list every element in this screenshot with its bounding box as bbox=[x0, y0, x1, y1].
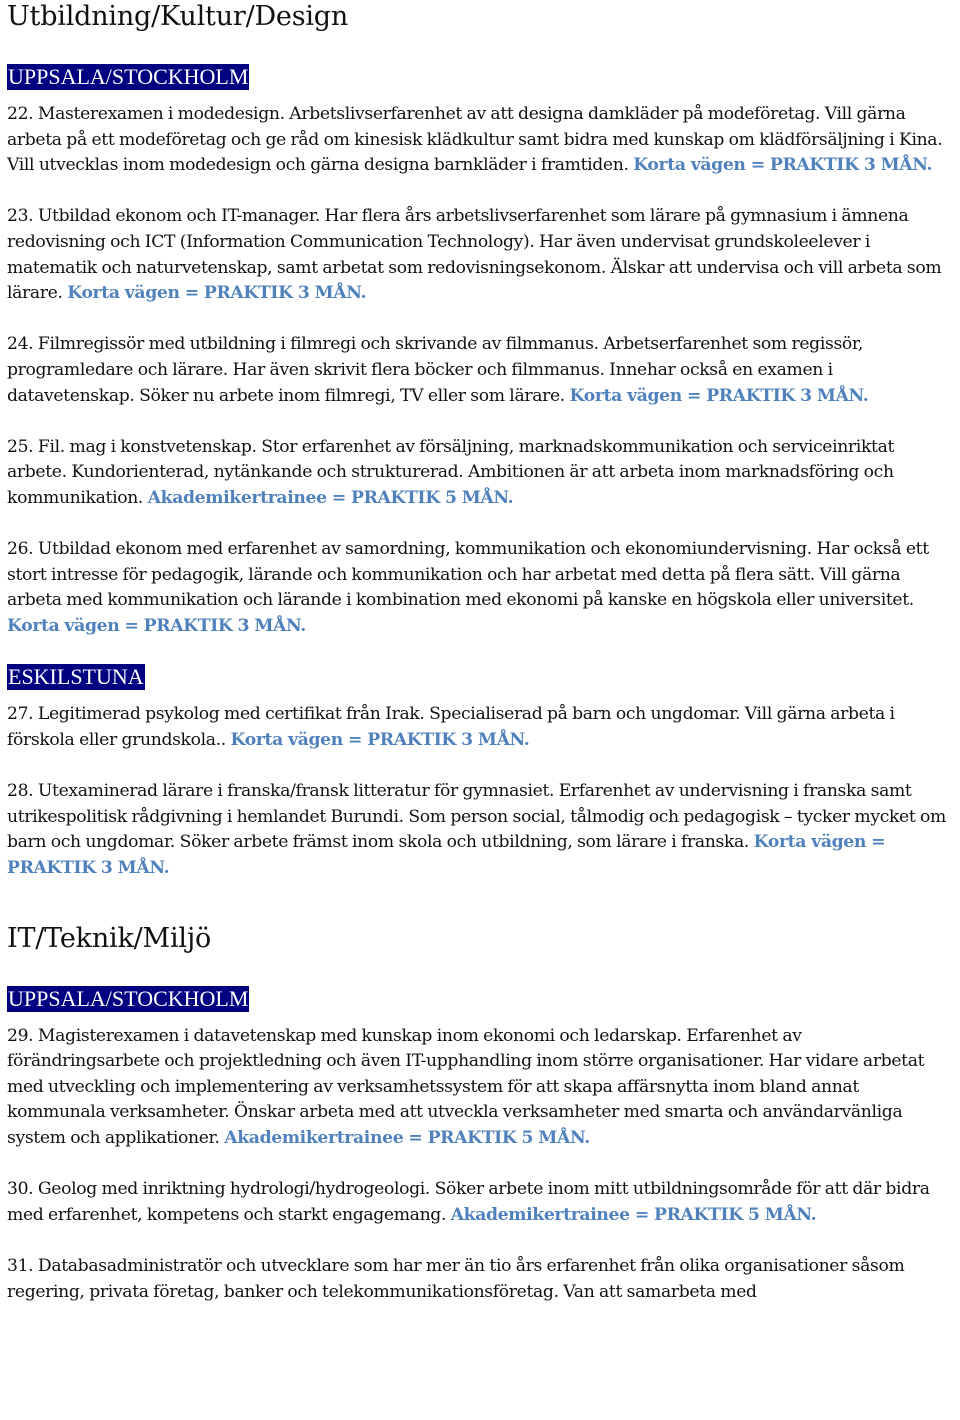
location-heading: UPPSALA/STOCKHOLM bbox=[8, 985, 249, 1011]
entry-text: 27. Legitimerad psykolog med certifikat från Irak. Specialiserad på barn och ungdomar. Vill gärna arbeta i förskola eller grundskola.. bbox=[7, 704, 895, 751]
offer-link: Korta vägen = PRAKTIK 3 MÅN. bbox=[230, 730, 530, 751]
list-item bbox=[7, 102, 954, 179]
entry-text: 26. Utbildad ekonom med erfarenhet av samordning, kommunikation och ekonomiundervisning. Har också ett stort intresse för pedagogik, lärande och kommunikation och har arbetat med detta på flera sätt. Vill gärna arbeta med kommunikation och lärande i kombination med ekonomi på kanske en högskola eller universitet. bbox=[7, 539, 929, 611]
entry-text: 25. Fil. mag i konstvetenskap. Stor erfarenhet av försäljning, marknadskommunikation och serviceinriktat arbete. Kundorienterad, nytänkande och strukturerad. Ambitionen är att arbeta inom marknadsföring och kommunikation. bbox=[7, 436, 895, 508]
offer-link: Korta vägen = PRAKTIK 3 MÅN. bbox=[633, 155, 933, 176]
entry-text: 29. Magisterexamen i datavetenskap med kunskap inom ekonomi och ledarskap. Erfarenhet av förändringsarbete och projektledning och även IT-upphandling inom större organisationer. Har vidare arbetat med utveckling och implementering av verksamhetssystem för att skapa affärsnytta inom bland annat kommunala verksamheter. Önskar arbeta med att utveckla verksamheter med smarta och användarvänliga system och applikationer. bbox=[7, 1025, 925, 1148]
list-item bbox=[7, 1254, 954, 1305]
offer-link: Akademikertrainee = PRAKTIK 5 MÅN. bbox=[147, 487, 514, 508]
location-heading: UPPSALA/STOCKHOLM bbox=[8, 64, 249, 89]
list-item bbox=[7, 332, 954, 409]
offer-link: Korta vägen = PRAKTIK 3 MÅN. bbox=[7, 615, 306, 636]
list-item bbox=[7, 204, 954, 306]
entry-list bbox=[7, 702, 954, 881]
section-title: Utbildning/Kultur/Design bbox=[7, 1, 349, 32]
offer-link: Korta vägen = PRAKTIK 3 MÅN. bbox=[7, 832, 886, 879]
list-item bbox=[7, 537, 954, 639]
offer-link: Korta vägen = PRAKTIK 3 MÅN. bbox=[67, 283, 367, 304]
offer-link: Korta vägen = PRAKTIK 3 MÅN. bbox=[569, 385, 869, 406]
entry-text: 28. Utexaminerad lärare i franska/fransk litteratur för gymnasiet. Erfarenhet av undervisning i franska samt utrikespolitisk rådgivning i hemlandet Burundi. Som person social, tålmodig och pedagogisk – tycker mycket om barn och ungdomar. Söker arbete främst inom skola och utbildning, som lärare i franska. bbox=[7, 781, 946, 853]
list-item bbox=[7, 435, 954, 512]
list-item bbox=[7, 702, 954, 753]
offer-link: Akademikertrainee = PRAKTIK 5 MÅN. bbox=[450, 1204, 817, 1225]
entry-list bbox=[7, 102, 954, 639]
entry-text: 22. Masterexamen i modedesign. Arbetslivserfarenhet av att designa damkläder på modeföretag. Vill gärna arbeta på ett modeföretag och ge råd om kinesisk klädkultur samt bidra med kunskap om klädförsäljning i Kina. Vill utvecklas inom modedesign och gärna designa barnkläder i framtiden. bbox=[7, 104, 943, 176]
offer-link: Akademikertrainee = PRAKTIK 5 MÅN. bbox=[224, 1128, 590, 1148]
list-item bbox=[7, 1177, 954, 1228]
location-heading: ESKILSTUNA bbox=[8, 664, 144, 690]
section-title: IT/Teknik/Miljö bbox=[7, 922, 212, 954]
entry-text: 30. Geolog med inriktning hydrologi/hydrogeologi. Söker arbete inom mitt utbildningsområde för att där bidra med erfarenhet, kompetens och starkt engagemang. bbox=[7, 1179, 930, 1225]
entry-text: 24. Filmregissör med utbildning i filmregi och skrivande av filmmanus. Arbetserfarenhet som regissör, programledare och lärare. Har även skrivit flera böcker och filmmanus. Innehar också en examen i datavetenskap. Söker nu arbete inom filmregi, TV eller som lärare. bbox=[7, 334, 864, 406]
list-item bbox=[7, 1024, 954, 1152]
entry-text: 23. Utbildad ekonom och IT-manager. Har flera års arbetslivserfarenhet som lärare på gymnasium i ämnena redovisning och ICT (Information Communication Technology). Har även undervisat grundskoleelever i matematik och naturvetenskap, samt arbetat som redovisningsekonom. Älskar att undervisa och vill arbeta som lärare. bbox=[7, 206, 942, 304]
entry-list bbox=[7, 1024, 954, 1306]
entry-text: 31. Databasadministratör och utvecklare som har mer än tio års erfarenhet från olika organisationer såsom regering, privata företag, banker och telekommunikationsföretag. Van att samarbeta med bbox=[7, 1255, 905, 1302]
list-item bbox=[7, 779, 954, 881]
